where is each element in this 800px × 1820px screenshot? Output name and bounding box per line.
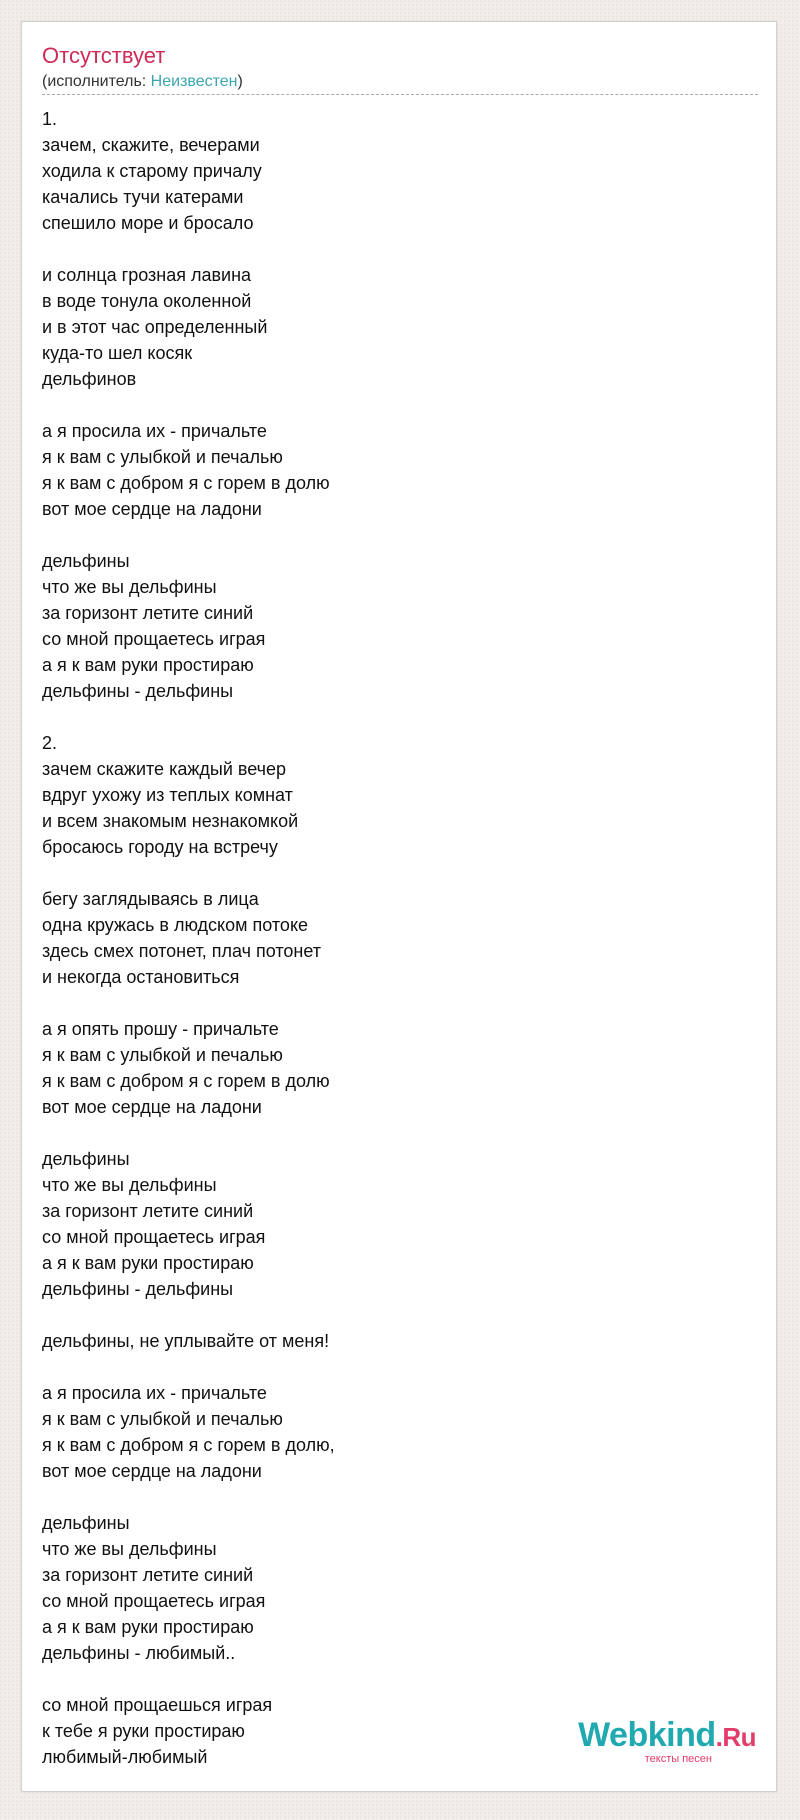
logo-tld: .Ru: [715, 1722, 756, 1752]
lyrics-text: 1. зачем, скажите, вечерами ходила к старому причалу качались тучи катерами спешило море и бросало и солнца грозная лавина в воде тонула околенной и в этот час определенный куда-то шел косяк дельфинов а я просила их - причальте я к вам с улыбкой и печалью я к вам с добром я с горем в долю вот мое сердце на ладони дельфины что же вы дельфины за горизонт летите синий со мной прощаетесь играя а я к вам руки простираю дельфины - дельфины 2. зачем скажите каждый вечер вдруг ухожу из теплых комнат и всем знакомым незнакомкой бросаюсь городу на встречу бегу заглядываясь в лица одна кружась в людском потоке здесь смех потонет, плач потонет и некогда остановиться а я опять прошу - причальте я к вам с улыбкой и печалью я к вам с добром я с горем в долю вот мое сердце на ладони дельфины что же вы дельфины за горизонт летите синий со мной прощаетесь играя а я к вам руки простираю дельфины - дельфины дельфины, не уплывайте от меня! а я просила их - причальте я к вам с улыбкой и печалью я к вам с добром я с горем в долю, вот мое сердце на ладони дельфины что же вы дельфины за горизонт летите синий со мной прощаетесь играя а я к вам руки простираю дельфины - любимый.. со мной прощаешься играя к тебе я руки простираю любимый-любимый: [42, 109, 335, 1767]
song-title: Отсутствует: [42, 43, 166, 68]
lyrics-card: [21, 21, 777, 1792]
logo-name: Webkind: [578, 1716, 716, 1754]
title-divider: [42, 94, 758, 95]
artist-prefix: (исполнитель:: [42, 73, 151, 90]
artist-suffix: ): [237, 73, 243, 90]
artist-link[interactable]: Неизвестен: [150, 73, 238, 90]
artist-line: [42, 72, 243, 92]
logo-wordmark: [578, 1715, 756, 1757]
site-logo[interactable]: [556, 1715, 756, 1771]
logo-tagline: тексты песен: [644, 1753, 712, 1765]
